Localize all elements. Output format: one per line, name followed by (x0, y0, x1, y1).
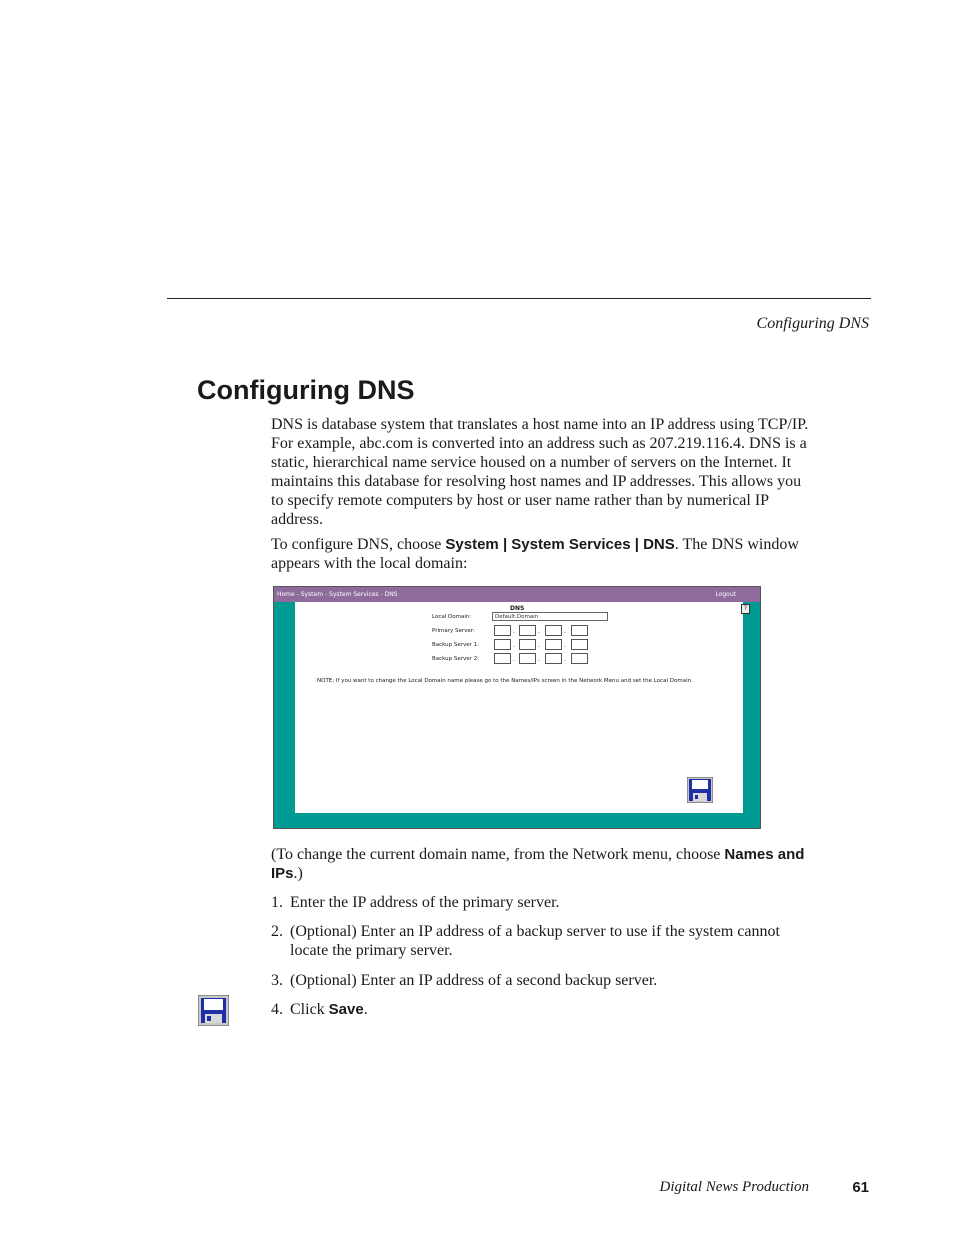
step-text: Enter the IP address of the primary server. (290, 894, 560, 911)
domain-change-text: (To change the current domain name, from the Network menu, choose (271, 846, 725, 863)
step-number: 3. (271, 972, 283, 989)
octet-separator: . (513, 642, 515, 649)
intro-paragraph: DNS is database system that translates a host name into an IP address using TCP/IP. For example, abc.com is converted into an address such as 207.219.116.4. DNS is a static, hierarchical name service housed on a number of servers on the Internet. It maintains this database for resolving host names and IP addresses. This allows you to specify remote computers by host or user name rather than by numerical IP address. (271, 416, 809, 528)
floppy-disk-icon (198, 995, 229, 1026)
primary-octet-4[interactable] (571, 625, 588, 636)
primary-octet-3[interactable] (545, 625, 562, 636)
page-number: 61 (852, 1179, 869, 1196)
save-label: Save (328, 1001, 364, 1018)
list-item (271, 922, 811, 960)
help-icon[interactable]: ? (741, 604, 750, 614)
domain-change-paragraph (271, 845, 811, 883)
window-title: DNS (510, 605, 525, 612)
backup-server-2-label: Backup Server 2: (432, 656, 480, 662)
dns-window-screenshot (273, 586, 761, 829)
dns-form-panel (295, 602, 748, 813)
local-domain-label: Local Domain: (432, 614, 472, 620)
save-button[interactable] (687, 777, 713, 807)
backup1-octet-4[interactable] (571, 639, 588, 650)
section-title: Configuring DNS (197, 375, 415, 405)
octet-separator: . (564, 628, 566, 635)
logout-link[interactable]: Logout (715, 591, 736, 598)
menu-path: System | System Services | DNS (445, 536, 675, 553)
step-text (271, 1000, 811, 1019)
breadcrumb[interactable]: Home - System - System Services - DNS (277, 591, 398, 598)
step-text-pre: Click (290, 1001, 329, 1018)
step-text-post: . (363, 1001, 368, 1018)
list-item (271, 971, 811, 990)
octet-separator: . (513, 656, 515, 663)
backup2-octet-3[interactable] (545, 653, 562, 664)
octet-separator: . (564, 642, 566, 649)
step-number: 1. (271, 894, 283, 911)
floppy-disk-icon (687, 777, 713, 803)
nav-bar (274, 587, 760, 602)
backup2-octet-2[interactable] (519, 653, 536, 664)
octet-separator: . (564, 656, 566, 663)
instruction-text-end: . The DNS window appears with the local domain: (271, 536, 799, 572)
header-rule (167, 298, 871, 299)
octet-separator: . (538, 628, 540, 635)
list-item (271, 1000, 811, 1019)
domain-change-text-end: .) (293, 865, 303, 882)
octet-separator: . (538, 656, 540, 663)
octet-separator: . (538, 642, 540, 649)
backup1-octet-3[interactable] (545, 639, 562, 650)
step-number: 2. (271, 923, 283, 940)
save-icon-margin (198, 995, 229, 1031)
list-item (271, 893, 811, 912)
backup2-octet-1[interactable] (494, 653, 511, 664)
running-head: Configuring DNS (756, 315, 869, 332)
backup1-octet-2[interactable] (519, 639, 536, 650)
footer-title: Digital News Production (659, 1179, 809, 1195)
instruction-text: To configure DNS, choose (271, 536, 446, 553)
local-domain-field[interactable]: Default.Domain (492, 612, 608, 621)
backup2-octet-4[interactable] (571, 653, 588, 664)
backup-server-1-label: Backup Server 1: (432, 642, 480, 648)
menu-item-names-ips: Names and IPs (271, 846, 805, 882)
primary-octet-1[interactable] (494, 625, 511, 636)
domain-note: NOTE: If you want to change the Local Domain name please go to the Names/IPs screen in the Network Menu and set the Local Domain. (317, 678, 693, 684)
primary-server-label: Primary Server: (432, 628, 475, 634)
step-text: (Optional) Enter an IP address of a backup server to use if the system cannot locate the primary server. (290, 923, 780, 959)
backup1-octet-1[interactable] (494, 639, 511, 650)
octet-separator: . (513, 628, 515, 635)
step-number: 4. (271, 1001, 283, 1018)
step-text: (Optional) Enter an IP address of a second backup server. (290, 972, 658, 989)
primary-octet-2[interactable] (519, 625, 536, 636)
instruction-paragraph (271, 535, 811, 573)
